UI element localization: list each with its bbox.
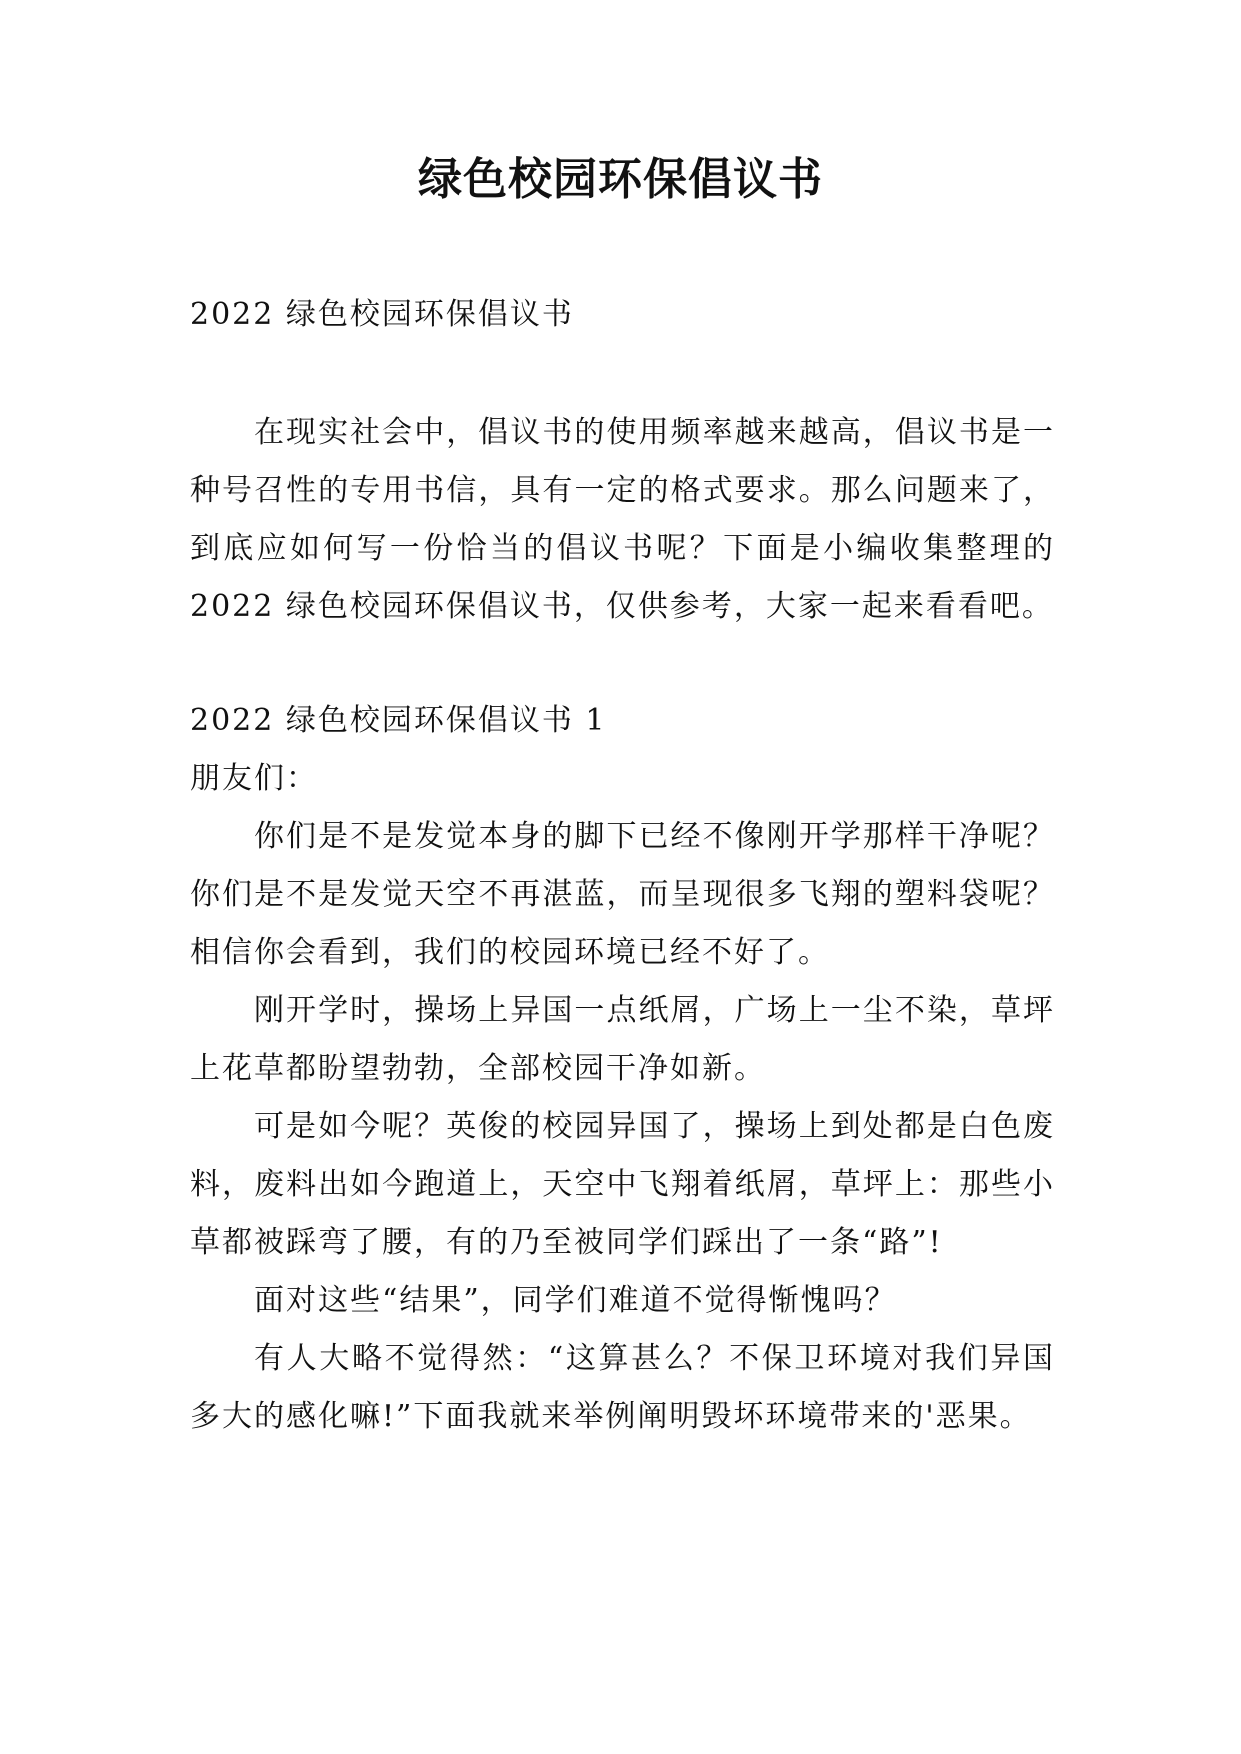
intro-paragraph: 在现实社会中，倡议书的使用频率越来越高，倡议书是一种号召性的专用书信，具有一定的格式要求。那么问题来了，到底应如何写一份恰当的倡议书呢？下面是小编收集整理的 2022 绿色校园环保倡议书，仅供参考，大家一起来看看吧。 bbox=[190, 415, 1055, 624]
salutation: 朋友们： bbox=[190, 761, 318, 796]
document-body bbox=[190, 286, 1055, 1446]
section-heading: 2022 绿色校园环保倡议书 1 bbox=[190, 703, 607, 738]
body-paragraph: 面对这些“结果”，同学们难道不觉得惭愧吗？ bbox=[254, 1283, 897, 1318]
spacer bbox=[190, 636, 1055, 692]
body-paragraph: 可是如今呢？英俊的校园异国了，操场上到处都是白色废料，废料出如今跑道上，天空中飞翔着纸屑，草坪上：那些小草都被踩弯了腰，有的乃至被同学们踩出了一条“路”! bbox=[190, 1109, 1055, 1260]
body-paragraph: 刚开学时，操场上异国一点纸屑，广场上一尘不染，草坪上花草都盼望勃勃，全部校园干净如新。 bbox=[190, 993, 1055, 1086]
spacer bbox=[190, 344, 1055, 404]
document-subtitle: 2022 绿色校园环保倡议书 bbox=[190, 297, 574, 332]
body-paragraph: 你们是不是发觉本身的脚下已经不像刚开学那样干净呢？你们是不是发觉天空不再湛蓝，而呈现很多飞翔的塑料袋呢？相信你会看到，我们的校园环境已经不好了。 bbox=[190, 819, 1055, 970]
document-title: 绿色校园环保倡议书 bbox=[418, 154, 823, 205]
body-paragraph: 有人大略不觉得然：“这算甚么？不保卫环境对我们异国多大的感化嘛!”下面我就来举例阐明毁坏环境带来的'恶果。 bbox=[190, 1341, 1055, 1434]
